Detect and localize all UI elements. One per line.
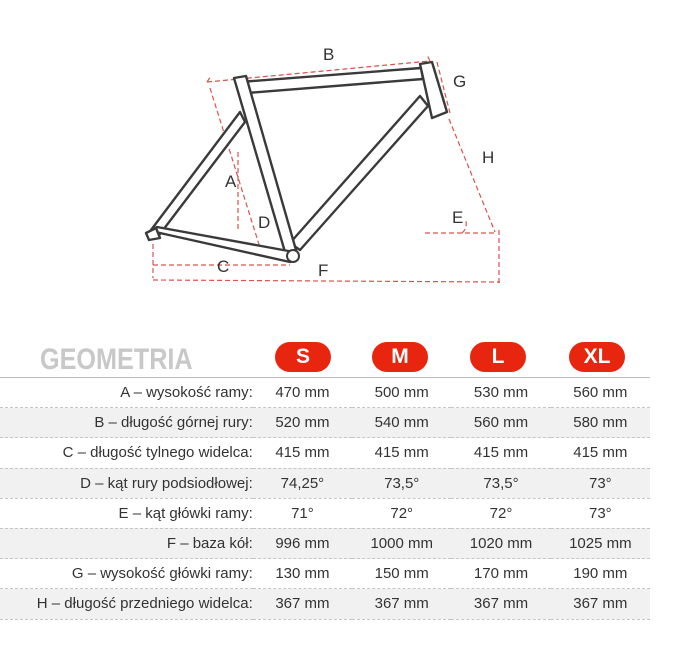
row-label: G – wysokość główki ramy: [0,559,253,589]
row-label: D – kąt rury podsiodłowej: [0,468,253,498]
size-badge-m: M [372,342,428,372]
table-row [0,378,650,408]
table-row [0,408,650,438]
cell-size-xl: 73° [551,498,650,528]
geometry-table [0,377,650,620]
label-f: F [318,261,329,280]
geometry-header [0,336,689,376]
row-label: F – baza kół: [0,528,253,558]
cell-size-s: 520 mm [253,408,352,438]
table-row [0,589,650,619]
label-e: E [452,208,464,227]
label-a: A [225,172,237,191]
cell-size-l: 367 mm [451,589,550,619]
cell-size-m: 500 mm [352,378,451,408]
cell-size-s: 71° [253,498,352,528]
cell-size-xl: 367 mm [551,589,650,619]
cell-size-xl: 415 mm [551,438,650,468]
cell-size-l: 415 mm [451,438,550,468]
size-badge-l: L [470,342,526,372]
cell-size-xl: 580 mm [551,408,650,438]
cell-size-s: 470 mm [253,378,352,408]
cell-size-m: 415 mm [352,438,451,468]
table-row [0,498,650,528]
cell-size-l: 72° [451,498,550,528]
size-badge-s: S [275,342,331,372]
cell-size-xl: 190 mm [551,559,650,589]
label-d: D [258,213,271,232]
label-h: H [482,148,495,167]
cell-size-m: 367 mm [352,589,451,619]
cell-size-l: 73,5° [451,468,550,498]
bike-frame [146,62,447,262]
label-g: G [453,72,467,91]
cell-size-m: 73,5° [352,468,451,498]
cell-size-m: 1000 mm [352,528,451,558]
cell-size-m: 150 mm [352,559,451,589]
cell-size-xl: 560 mm [551,378,650,408]
cell-size-s: 996 mm [253,528,352,558]
cell-size-s: 74,25° [253,468,352,498]
frame-geometry-diagram [0,0,689,310]
geometry-title: GEOMETRIA [40,343,193,376]
table-row [0,468,650,498]
cell-size-l: 560 mm [451,408,550,438]
row-label: A – wysokość ramy: [0,378,253,408]
cell-size-l: 1020 mm [451,528,550,558]
cell-size-m: 540 mm [352,408,451,438]
label-b: B [323,45,335,64]
row-label: E – kąt główki ramy: [0,498,253,528]
cell-size-l: 530 mm [451,378,550,408]
table-row [0,438,650,468]
label-c: C [217,257,230,276]
cell-size-xl: 1025 mm [551,528,650,558]
cell-size-xl: 73° [551,468,650,498]
cell-size-s: 367 mm [253,589,352,619]
table-row [0,559,650,589]
cell-size-l: 170 mm [451,559,550,589]
row-label: C – długość tylnego widelca: [0,438,253,468]
cell-size-s: 415 mm [253,438,352,468]
cell-size-m: 72° [352,498,451,528]
cell-size-s: 130 mm [253,559,352,589]
table-row [0,528,650,558]
size-badge-xl: XL [569,342,625,372]
row-label: B – długość górnej rury: [0,408,253,438]
bottom-bracket [287,250,299,262]
row-label: H – długość przedniego widelca: [0,589,253,619]
